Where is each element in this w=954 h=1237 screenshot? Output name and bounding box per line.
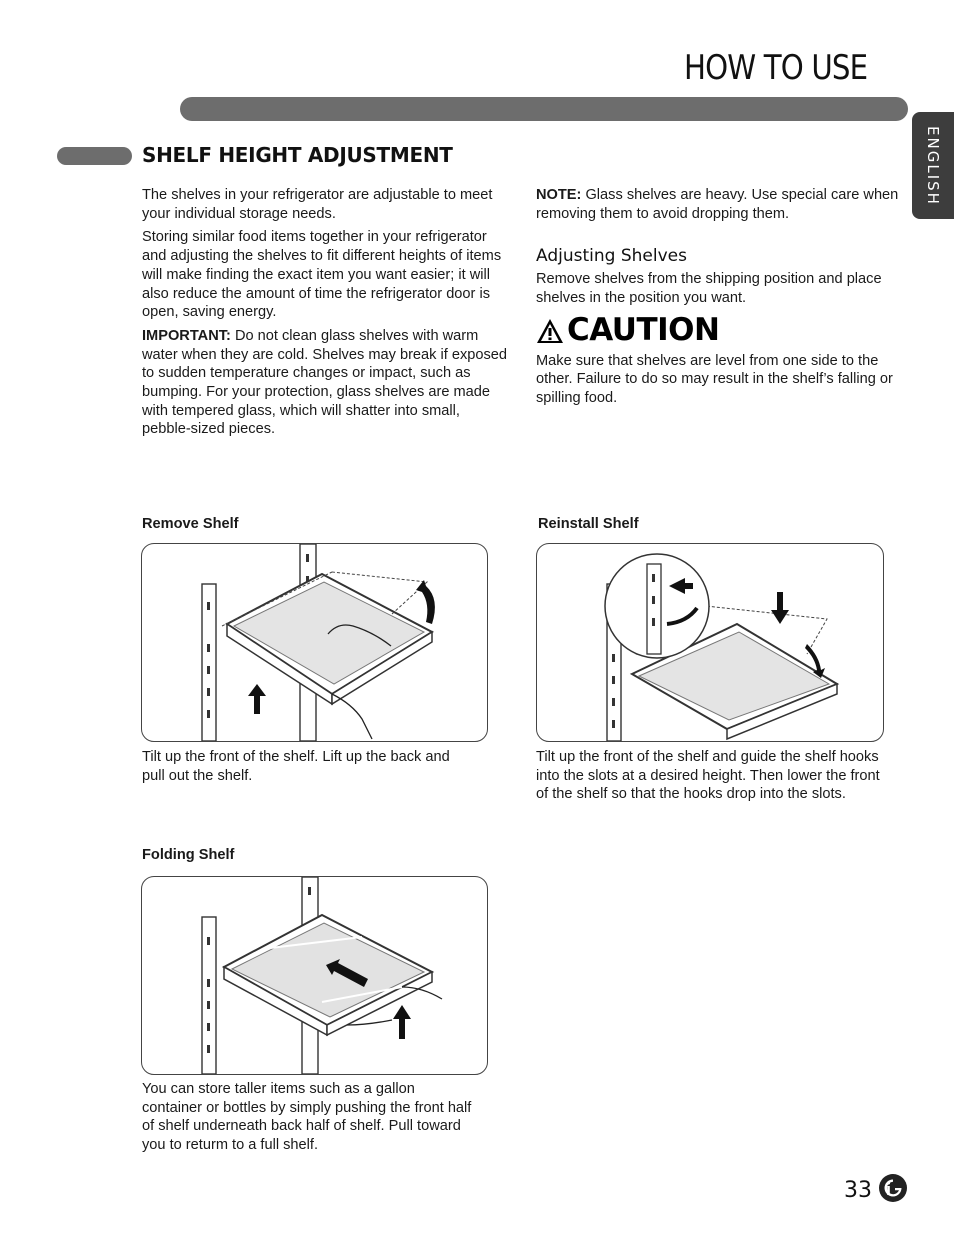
right-text-column	[536, 186, 911, 413]
folding-shelf-caption: You can store taller items such as a gallon container or bottles by simply pushing the front half of shelf underneath back half of shelf. Pull toward you to returm to a full shelf.	[142, 1081, 472, 1154]
folding-shelf-drawing	[142, 877, 487, 1074]
important-text: Do not clean glass shelves with warm water when they are cold. Shelves may break if exposed to sudden temperature changes or impact, such as bumping. For your protection, glass shelves are made with tempered glass, which will shatter into small, pebble-sized pieces.	[142, 327, 508, 438]
page-header-title: HOW TO USE	[684, 48, 868, 88]
remove-shelf-caption: Tilt up the front of the shelf. Lift up the back and pull out the shelf.	[142, 749, 450, 784]
important-label: IMPORTANT:	[142, 327, 231, 344]
storage-paragraph: Storing similar food items together in your refrigerator and adjusting the shelves to fit different heights of items will make finding the exact item you want easier; it will also reduce the amount of time the refrigerator door is open, saving energy.	[142, 229, 502, 321]
adjusting-shelves-heading: Adjusting Shelves	[536, 246, 687, 267]
note-paragraph	[536, 186, 911, 223]
folding-shelf-label: Folding Shelf	[142, 847, 235, 863]
caution-paragraph: Make sure that shelves are level from one side to the other. Failure to do so may result in the shelf’s falling or spilling food.	[536, 352, 893, 406]
folding-shelf-illustration	[141, 876, 488, 1075]
reinstall-shelf-illustration	[536, 543, 884, 742]
header-bar	[180, 97, 908, 121]
language-tab-label: ENGLISH	[924, 125, 942, 206]
note-text: Glass shelves are heavy. Use special care when removing them to avoid dropping them.	[536, 187, 899, 222]
reinstall-shelf-label: Reinstall Shelf	[538, 516, 639, 532]
remove-shelf-label: Remove Shelf	[142, 516, 239, 532]
reinstall-shelf-drawing	[537, 544, 883, 741]
intro-paragraph: The shelves in your refrigerator are adjustable to meet your individual storage needs.	[142, 187, 493, 222]
section-title: SHELF HEIGHT ADJUSTMENT	[142, 143, 453, 167]
language-tab	[912, 112, 954, 219]
section-marker	[57, 147, 132, 165]
caution-label: CAUTION	[567, 312, 720, 349]
left-text-column	[142, 186, 512, 444]
reinstall-shelf-caption: Tilt up the front of the shelf and guide the shelf hooks into the slots at a desired height. Then lower the front of the shelf so that the hooks drop into the slots.	[536, 749, 880, 803]
page-number: 33	[844, 1178, 872, 1203]
remove-shelf-drawing	[142, 544, 487, 741]
warning-triangle-icon	[536, 318, 564, 344]
note-label: NOTE:	[536, 187, 582, 203]
important-paragraph	[142, 327, 512, 439]
lg-logo-icon	[878, 1173, 908, 1208]
adjusting-paragraph: Remove shelves from the shipping position and place shelves in the position you want.	[536, 271, 882, 306]
caution-heading	[536, 312, 911, 349]
remove-shelf-illustration	[141, 543, 488, 742]
